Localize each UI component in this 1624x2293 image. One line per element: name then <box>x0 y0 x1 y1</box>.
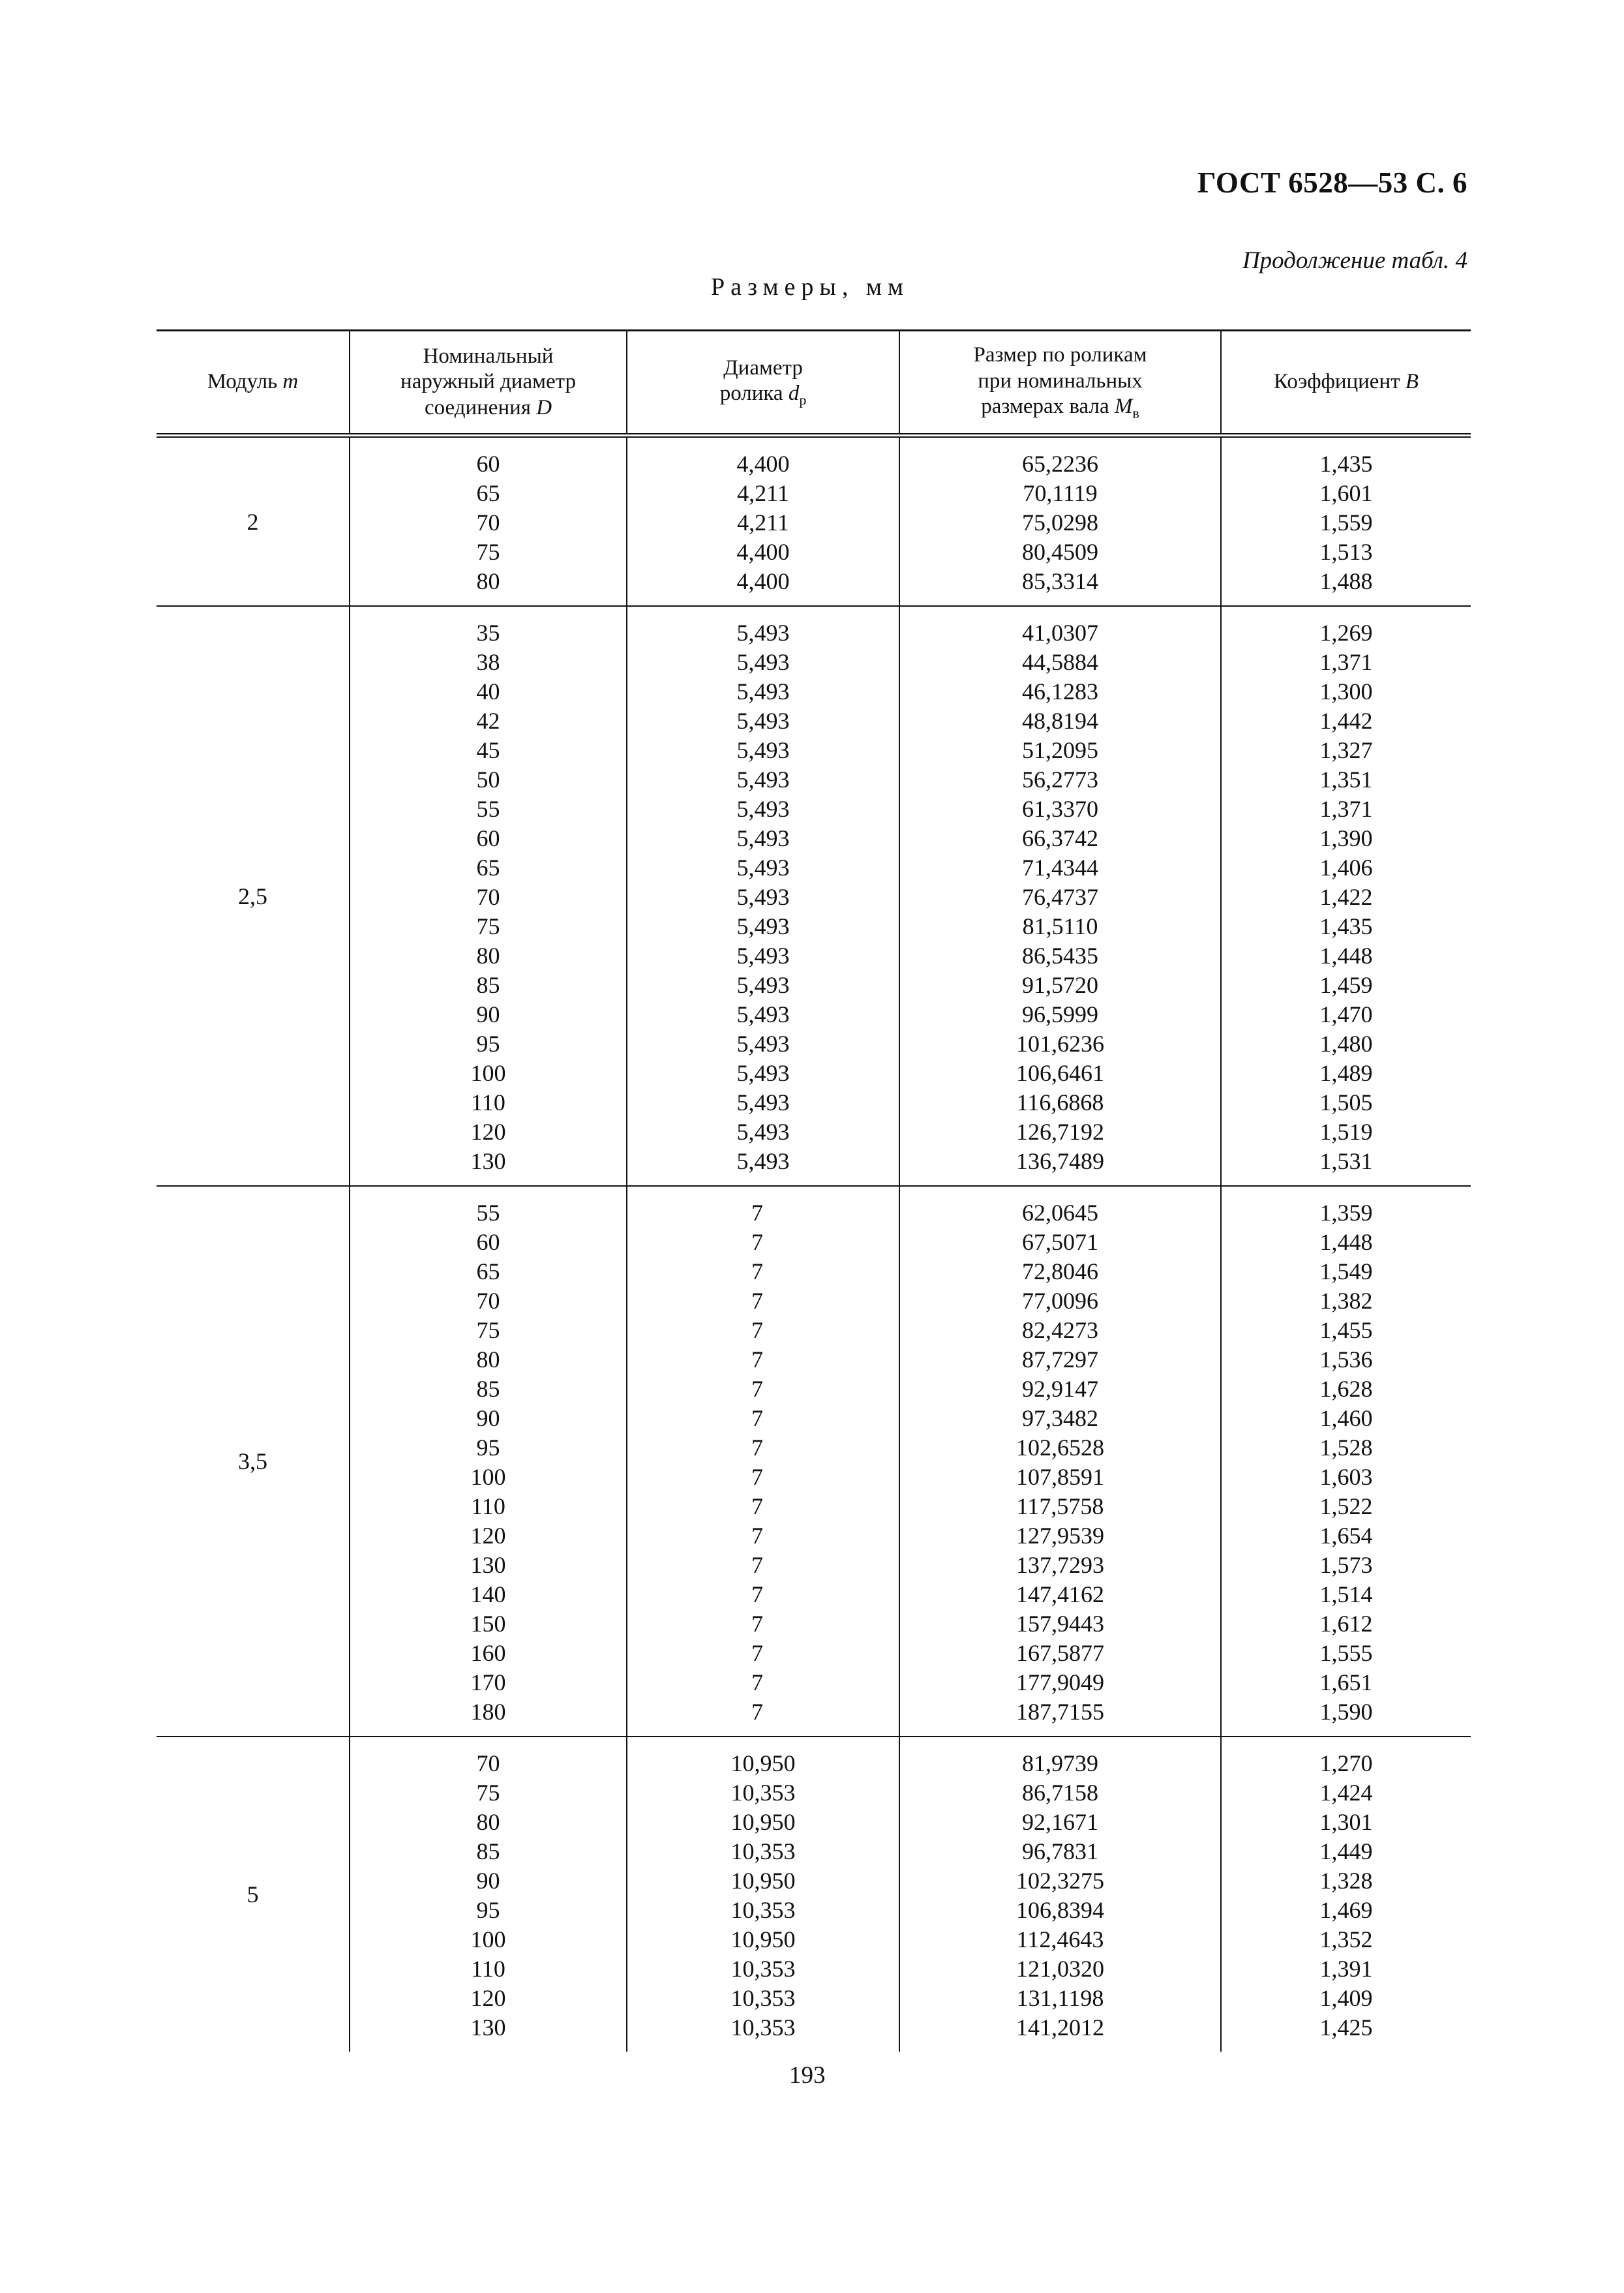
nominal-diameter-value: 110 <box>471 1493 505 1519</box>
roller-diameter-value: 5,493 <box>736 1001 790 1027</box>
coefficient-value: 1,654 <box>1319 1523 1373 1549</box>
page-number: 193 <box>789 2062 826 2089</box>
coefficient-value: 1,406 <box>1319 855 1373 881</box>
roller-diameter-value: 5,493 <box>736 825 790 851</box>
roller-diameter-value: 10,353 <box>730 1838 796 1864</box>
roller-diameter-value: 5,493 <box>736 708 790 734</box>
module-group-row <box>157 1186 1471 1737</box>
size-over-rollers-value: 46,1283 <box>1022 678 1098 705</box>
size-over-rollers-value: 187,7155 <box>1016 1699 1104 1725</box>
roller-diameter-value: 5,493 <box>736 620 790 646</box>
nominal-diameter-value: 85 <box>476 1376 500 1402</box>
roller-diameter-value: 5,493 <box>736 855 790 881</box>
roller-diameter-value: 7 <box>751 1346 763 1373</box>
nominal-diameter-value: 170 <box>470 1669 506 1695</box>
coefficient-value: 1,371 <box>1319 796 1373 822</box>
roller-diameter-value: 7 <box>751 1288 763 1314</box>
roller-diameter-column <box>627 606 899 1186</box>
roller-diameter-value: 7 <box>751 1699 763 1725</box>
roller-diameter-value: 5,493 <box>736 796 790 822</box>
roller-diameter-value: 5,493 <box>736 1089 790 1116</box>
coefficient-value: 1,469 <box>1319 1897 1373 1923</box>
coefficient-value: 1,514 <box>1319 1581 1373 1607</box>
size-over-rollers-value: 70,1119 <box>1023 480 1098 506</box>
size-over-rollers-value: 81,9739 <box>1022 1750 1098 1776</box>
roller-diameter-value: 5,493 <box>736 1119 790 1145</box>
coefficient-column <box>1221 1186 1471 1737</box>
coefficient-value: 1,528 <box>1319 1435 1373 1461</box>
size-over-rollers-value: 137,7293 <box>1016 1552 1104 1578</box>
coefficient-value: 1,424 <box>1319 1780 1373 1806</box>
coefficient-value: 1,391 <box>1319 1956 1373 1982</box>
nominal-diameter-value: 180 <box>470 1699 506 1725</box>
module-group-row <box>157 606 1471 1186</box>
coefficient-column <box>1221 606 1471 1186</box>
coefficient-value: 1,435 <box>1319 451 1373 477</box>
size-over-rollers-value: 77,0096 <box>1022 1288 1098 1314</box>
nominal-diameter-value: 100 <box>470 1464 506 1490</box>
nominal-diameter-value: 100 <box>470 1926 506 1952</box>
roller-diameter-value: 7 <box>751 1493 763 1519</box>
roller-diameter-value: 7 <box>751 1669 763 1695</box>
roller-diameter-column <box>627 436 899 607</box>
size-over-rollers-value: 80,4509 <box>1022 539 1098 565</box>
size-over-rollers-column <box>899 1186 1221 1737</box>
roller-diameter-value: 7 <box>751 1258 763 1284</box>
nominal-diameter-value: 85 <box>476 1838 500 1864</box>
size-over-rollers-column <box>899 606 1221 1186</box>
size-over-rollers-value: 136,7489 <box>1016 1148 1104 1174</box>
coefficient-value: 1,651 <box>1319 1669 1373 1695</box>
roller-diameter-value: 7 <box>751 1405 763 1431</box>
nominal-diameter-value: 130 <box>470 1148 506 1174</box>
roller-diameter-value: 10,950 <box>730 1868 796 1894</box>
size-over-rollers-value: 85,3314 <box>1022 568 1098 594</box>
coefficient-value: 1,352 <box>1319 1926 1373 1952</box>
nominal-diameter-value: 95 <box>476 1897 500 1923</box>
roller-diameter-value: 10,353 <box>730 2014 796 2041</box>
coefficient-value: 1,488 <box>1319 568 1373 594</box>
roller-diameter-value: 5,493 <box>736 1031 790 1057</box>
coefficient-value: 1,422 <box>1319 884 1373 910</box>
size-over-rollers-value: 147,4162 <box>1016 1581 1104 1607</box>
header-roller-diameter: Диаметр ролика $d_р$ <box>627 331 899 436</box>
module-value: 3,5 <box>157 1186 350 1737</box>
roller-diameter-value: 5,493 <box>736 943 790 969</box>
coefficient-column <box>1221 1737 1471 2052</box>
nominal-diameter-value: 55 <box>476 1200 500 1226</box>
coefficient-value: 1,328 <box>1319 1868 1373 1894</box>
roller-diameter-value: 5,493 <box>736 1060 790 1086</box>
coefficient-value: 1,573 <box>1319 1552 1373 1578</box>
coefficient-value: 1,519 <box>1319 1119 1373 1145</box>
size-over-rollers-value: 66,3742 <box>1022 825 1098 851</box>
coefficient-value: 1,455 <box>1319 1317 1373 1343</box>
coefficient-value: 1,448 <box>1319 1229 1373 1255</box>
size-over-rollers-value: 67,5071 <box>1022 1229 1098 1255</box>
roller-diameter-value: 10,950 <box>730 1750 796 1776</box>
size-over-rollers-value: 61,3370 <box>1022 796 1098 822</box>
roller-diameter-value: 7 <box>751 1581 763 1607</box>
roller-diameter-value: 5,493 <box>736 1148 790 1174</box>
units-caption: Размеры, мм <box>711 273 910 301</box>
module-group-row <box>157 1737 1471 2052</box>
nominal-diameter-value: 35 <box>476 620 500 646</box>
header-module: Модуль m <box>157 331 350 436</box>
size-over-rollers-value: 96,7831 <box>1022 1838 1098 1864</box>
size-over-rollers-value: 86,5435 <box>1022 943 1098 969</box>
coefficient-value: 1,300 <box>1319 678 1373 705</box>
size-over-rollers-value: 117,5758 <box>1016 1493 1104 1519</box>
coefficient-value: 1,603 <box>1319 1464 1373 1490</box>
nominal-diameter-value: 60 <box>476 1229 500 1255</box>
size-over-rollers-column <box>899 436 1221 607</box>
size-over-rollers-value: 81,5110 <box>1022 913 1098 939</box>
size-over-rollers-value: 76,4737 <box>1022 884 1098 910</box>
coefficient-value: 1,425 <box>1319 2014 1373 2041</box>
roller-diameter-value: 4,211 <box>737 480 789 506</box>
coefficient-value: 1,390 <box>1319 825 1373 851</box>
coefficient-value: 1,460 <box>1319 1405 1373 1431</box>
nominal-diameter-value: 75 <box>476 1317 500 1343</box>
coefficient-value: 1,505 <box>1319 1089 1373 1116</box>
coefficient-value: 1,409 <box>1319 1985 1373 2011</box>
nominal-diameter-value: 95 <box>476 1031 500 1057</box>
nominal-diameter-value: 70 <box>476 1288 500 1314</box>
table-header-row <box>157 331 1471 436</box>
size-over-rollers-value: 127,9539 <box>1016 1523 1104 1549</box>
nominal-diameter-value: 45 <box>476 737 500 763</box>
roller-diameter-value: 7 <box>751 1523 763 1549</box>
coefficient-value: 1,555 <box>1319 1640 1373 1666</box>
nominal-diameter-value: 55 <box>476 796 500 822</box>
module-value: 5 <box>247 1881 259 1907</box>
roller-diameter-value: 7 <box>751 1611 763 1637</box>
roller-diameter-value: 5,493 <box>736 884 790 910</box>
size-over-rollers-value: 71,4344 <box>1022 855 1098 881</box>
roller-diameter-value: 5,493 <box>736 767 790 793</box>
roller-diameter-value: 4,400 <box>736 451 790 477</box>
size-over-rollers-value: 41,0307 <box>1022 620 1098 646</box>
nominal-diameter-value: 140 <box>470 1581 506 1607</box>
size-over-rollers-value: 131,1198 <box>1016 1985 1104 2011</box>
nominal-diameter-column <box>350 436 627 607</box>
nominal-diameter-value: 65 <box>476 480 500 506</box>
roller-diameter-value: 7 <box>751 1640 763 1666</box>
coefficient-value: 1,359 <box>1319 1200 1373 1226</box>
coefficient-value: 1,612 <box>1319 1611 1373 1637</box>
nominal-diameter-column <box>350 606 627 1186</box>
size-over-rollers-value: 157,9443 <box>1016 1611 1104 1637</box>
size-over-rollers-value: 56,2773 <box>1022 767 1098 793</box>
roller-diameter-value: 7 <box>751 1200 763 1226</box>
size-over-rollers-value: 177,9049 <box>1016 1669 1104 1695</box>
nominal-diameter-value: 80 <box>476 1809 500 1835</box>
coefficient-value: 1,449 <box>1319 1838 1373 1864</box>
nominal-diameter-value: 50 <box>476 767 500 793</box>
nominal-diameter-value: 75 <box>476 1780 500 1806</box>
coefficient-value: 1,601 <box>1319 480 1373 506</box>
roller-diameter-value: 10,950 <box>730 1809 796 1835</box>
coefficient-value: 1,590 <box>1319 1699 1373 1725</box>
nominal-diameter-value: 80 <box>476 1346 500 1373</box>
roller-diameter-value: 10,353 <box>730 1897 796 1923</box>
coefficient-value: 1,382 <box>1319 1288 1373 1314</box>
nominal-diameter-value: 70 <box>476 884 500 910</box>
roller-diameter-column <box>627 1737 899 2052</box>
size-over-rollers-value: 112,4643 <box>1016 1926 1104 1952</box>
roller-diameter-value: 10,353 <box>730 1780 796 1806</box>
size-over-rollers-value: 116,6868 <box>1016 1089 1104 1116</box>
coefficient-value: 1,536 <box>1319 1346 1373 1373</box>
coefficient-value: 1,628 <box>1319 1376 1373 1402</box>
nominal-diameter-value: 150 <box>470 1611 506 1637</box>
coefficient-value: 1,480 <box>1319 1031 1373 1057</box>
roller-diameter-value: 7 <box>751 1317 763 1343</box>
nominal-diameter-value: 90 <box>476 1868 500 1894</box>
nominal-diameter-value: 110 <box>471 1089 505 1116</box>
table-continuation-note: Продолжение табл. 4 <box>1242 247 1467 274</box>
roller-diameter-value: 7 <box>751 1229 763 1255</box>
nominal-diameter-column <box>350 1737 627 2052</box>
header-size-over-rollers: Размер по роликам при номинальных размерах вала $M_в$ <box>899 331 1221 436</box>
size-over-rollers-value: 75,0298 <box>1022 509 1098 536</box>
nominal-diameter-value: 60 <box>476 451 500 477</box>
nominal-diameter-value: 42 <box>476 708 500 734</box>
size-over-rollers-value: 96,5999 <box>1022 1001 1098 1027</box>
nominal-diameter-value: 60 <box>476 825 500 851</box>
coefficient-column <box>1221 436 1471 607</box>
nominal-diameter-column <box>350 1186 627 1737</box>
roller-diameter-value: 5,493 <box>736 913 790 939</box>
size-over-rollers-value: 44,5884 <box>1022 649 1098 675</box>
nominal-diameter-value: 90 <box>476 1001 500 1027</box>
roller-diameter-value: 10,353 <box>730 1956 796 1982</box>
size-over-rollers-value: 101,6236 <box>1016 1031 1104 1057</box>
coefficient-value: 1,559 <box>1319 509 1373 536</box>
size-over-rollers-value: 126,7192 <box>1016 1119 1104 1145</box>
coefficient-value: 1,489 <box>1319 1060 1373 1086</box>
size-over-rollers-value: 102,6528 <box>1016 1435 1104 1461</box>
coefficient-value: 1,269 <box>1319 620 1373 646</box>
module-value: 2,5 <box>157 606 350 1186</box>
roller-diameter-value: 7 <box>751 1552 763 1578</box>
dimensions-table <box>157 329 1471 2052</box>
nominal-diameter-value: 85 <box>476 972 500 998</box>
roller-diameter-value: 5,493 <box>736 737 790 763</box>
nominal-diameter-value: 80 <box>476 568 500 594</box>
nominal-diameter-value: 120 <box>470 1119 506 1145</box>
roller-diameter-value: 7 <box>751 1376 763 1402</box>
nominal-diameter-value: 40 <box>476 678 500 705</box>
nominal-diameter-value: 75 <box>476 539 500 565</box>
nominal-diameter-value: 130 <box>470 1552 506 1578</box>
nominal-diameter-value: 95 <box>476 1435 500 1461</box>
size-over-rollers-value: 65,2236 <box>1022 451 1098 477</box>
coefficient-value: 1,351 <box>1319 767 1373 793</box>
roller-diameter-column <box>627 1186 899 1737</box>
nominal-diameter-value: 65 <box>476 855 500 881</box>
nominal-diameter-value: 70 <box>476 1750 500 1776</box>
size-over-rollers-value: 167,5877 <box>1016 1640 1104 1666</box>
coefficient-value: 1,531 <box>1319 1148 1373 1174</box>
coefficient-value: 1,549 <box>1319 1258 1373 1284</box>
nominal-diameter-value: 110 <box>471 1956 505 1982</box>
nominal-diameter-value: 160 <box>470 1640 506 1666</box>
roller-diameter-value: 10,950 <box>730 1926 796 1952</box>
roller-diameter-value: 10,353 <box>730 1985 796 2011</box>
coefficient-value: 1,270 <box>1319 1750 1373 1776</box>
size-over-rollers-value: 106,6461 <box>1016 1060 1104 1086</box>
size-over-rollers-value: 107,8591 <box>1016 1464 1104 1490</box>
roller-diameter-value: 5,493 <box>736 678 790 705</box>
coefficient-value: 1,442 <box>1319 708 1373 734</box>
nominal-diameter-value: 38 <box>476 649 500 675</box>
nominal-diameter-value: 130 <box>470 2014 506 2041</box>
size-over-rollers-value: 141,2012 <box>1016 2014 1104 2041</box>
header-coefficient: Коэффициент B <box>1221 331 1471 436</box>
roller-diameter-value: 4,211 <box>737 509 789 536</box>
roller-diameter-value: 5,493 <box>736 972 790 998</box>
size-over-rollers-value: 72,8046 <box>1022 1258 1098 1284</box>
size-over-rollers-value: 102,3275 <box>1016 1868 1104 1894</box>
roller-diameter-value: 4,400 <box>736 539 790 565</box>
nominal-diameter-value: 80 <box>476 943 500 969</box>
document-id: ГОСТ 6528—53 С. 6 <box>1197 166 1467 199</box>
coefficient-value: 1,459 <box>1319 972 1373 998</box>
size-over-rollers-value: 121,0320 <box>1016 1956 1104 1982</box>
roller-diameter-value: 7 <box>751 1435 763 1461</box>
roller-diameter-value: 7 <box>751 1464 763 1490</box>
coefficient-value: 1,301 <box>1319 1809 1373 1835</box>
coefficient-value: 1,513 <box>1319 539 1373 565</box>
size-over-rollers-value: 48,8194 <box>1022 708 1098 734</box>
coefficient-value: 1,470 <box>1319 1001 1373 1027</box>
module-group-row <box>157 436 1471 607</box>
size-over-rollers-value: 92,1671 <box>1022 1809 1098 1835</box>
nominal-diameter-value: 65 <box>476 1258 500 1284</box>
size-over-rollers-value: 82,4273 <box>1022 1317 1098 1343</box>
nominal-diameter-value: 120 <box>470 1523 506 1549</box>
size-over-rollers-value: 86,7158 <box>1022 1780 1098 1806</box>
roller-diameter-value: 4,400 <box>736 568 790 594</box>
coefficient-value: 1,371 <box>1319 649 1373 675</box>
roller-diameter-value: 5,493 <box>736 649 790 675</box>
size-over-rollers-value: 51,2095 <box>1022 737 1098 763</box>
nominal-diameter-value: 70 <box>476 509 500 536</box>
size-over-rollers-value: 91,5720 <box>1022 972 1098 998</box>
size-over-rollers-value: 106,8394 <box>1016 1897 1104 1923</box>
size-over-rollers-value: 62,0645 <box>1022 1200 1098 1226</box>
nominal-diameter-value: 90 <box>476 1405 500 1431</box>
nominal-diameter-value: 100 <box>470 1060 506 1086</box>
size-over-rollers-value: 97,3482 <box>1022 1405 1098 1431</box>
coefficient-value: 1,327 <box>1319 737 1373 763</box>
coefficient-value: 1,435 <box>1319 913 1373 939</box>
size-over-rollers-value: 87,7297 <box>1022 1346 1098 1373</box>
header-nominal-diameter: Номинальный наружный диаметр соединения D <box>350 331 627 436</box>
size-over-rollers-column <box>899 1737 1221 2052</box>
coefficient-value: 1,448 <box>1319 943 1373 969</box>
module-value: 2 <box>157 436 350 607</box>
size-over-rollers-value: 92,9147 <box>1022 1376 1098 1402</box>
nominal-diameter-value: 120 <box>470 1985 506 2011</box>
coefficient-value: 1,522 <box>1319 1493 1373 1519</box>
nominal-diameter-value: 75 <box>476 913 500 939</box>
